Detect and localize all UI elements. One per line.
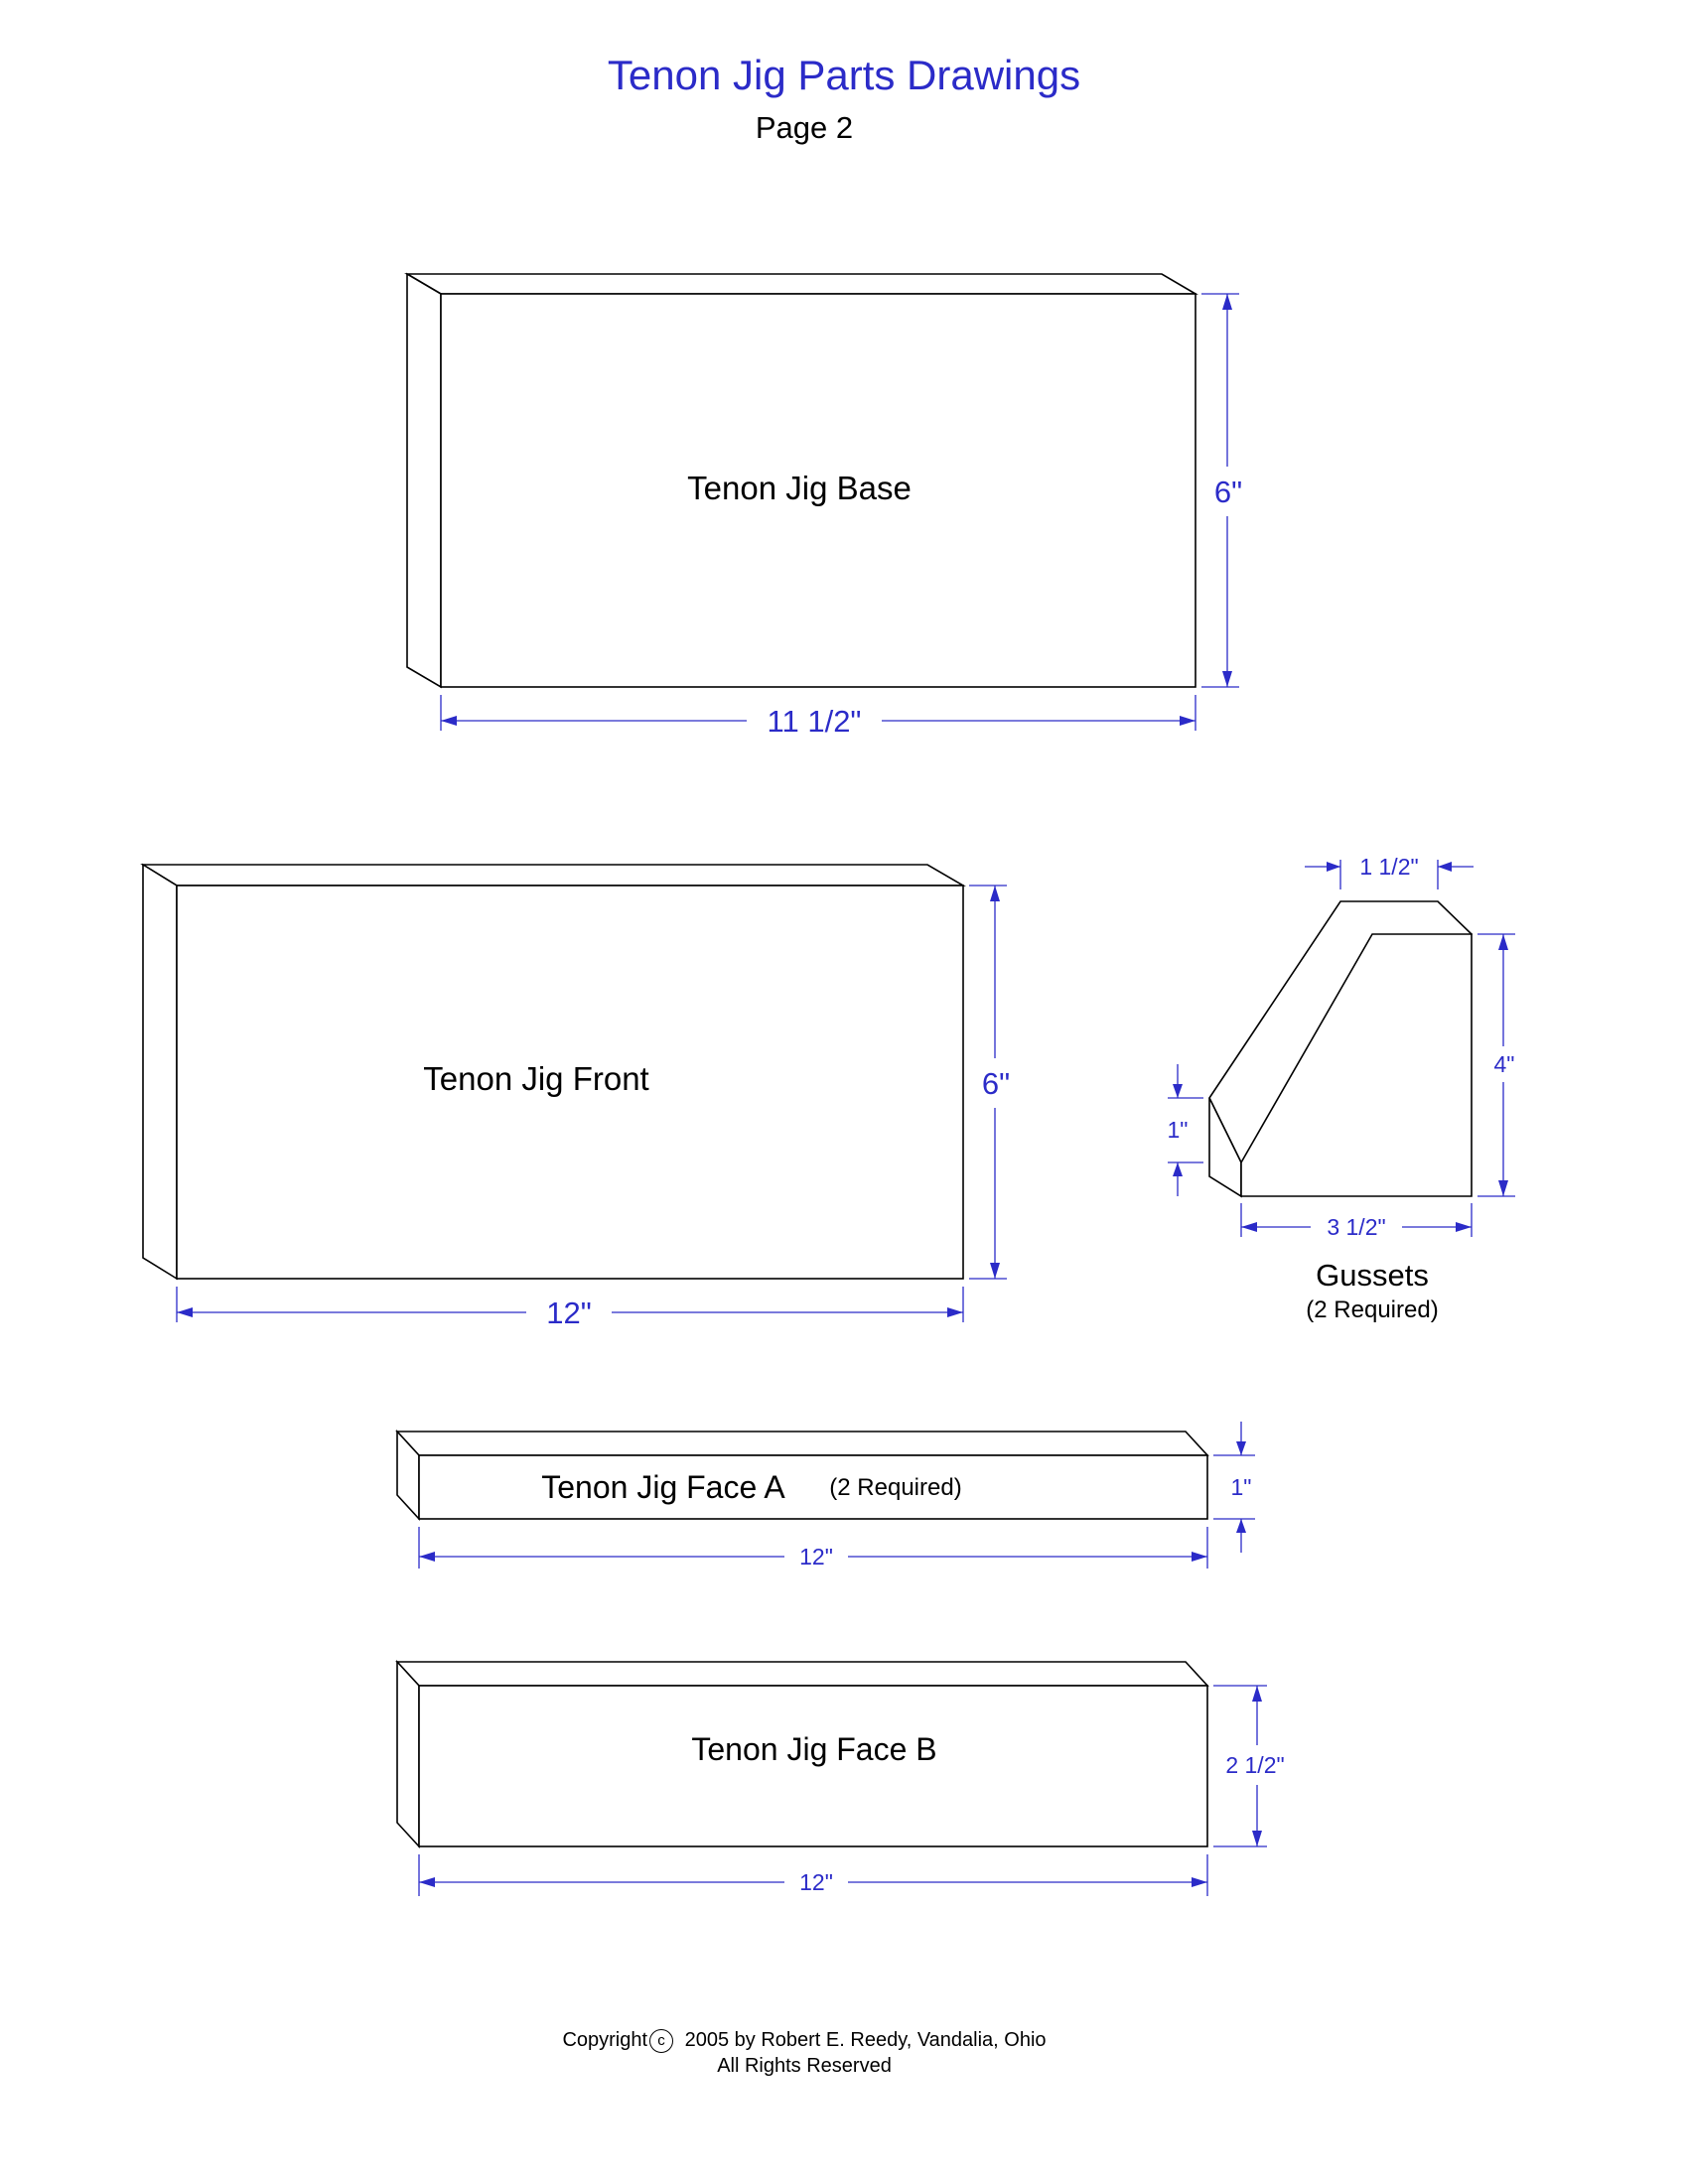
front-label: Tenon Jig Front [423,1060,649,1097]
tenon-jig-face-b-drawing [397,1662,1285,1896]
face-a-width-label: 12" [799,1544,833,1570]
front-width-label: 12" [546,1296,592,1330]
gussets-label: Gussets [1316,1258,1429,1293]
base-height-dimension [1201,294,1242,687]
copyright-prefix: Copyright [562,2029,648,2051]
face-a-height-dimension [1213,1422,1255,1553]
gusset-side-dimension [1168,1064,1203,1196]
front-width-dimension [177,1287,963,1330]
face-a-width-dimension [419,1527,1207,1570]
base-label: Tenon Jig Base [687,470,912,506]
gusset-width-dimension [1241,1203,1472,1240]
face-a-label: Tenon Jig Face A [541,1469,785,1505]
face-a-note: (2 Required) [829,1474,962,1501]
face-b-width-label: 12" [799,1869,833,1895]
gusset-width-label: 3 1/2" [1327,1214,1386,1240]
face-b-height-dimension [1213,1686,1285,1846]
face-b-height-label: 2 1/2" [1225,1752,1285,1778]
tenon-jig-base-drawing [407,274,1242,739]
base-height-label: 6" [1213,475,1243,509]
copyright-text: 2005 by Robert E. Reedy, Vandalia, Ohio [684,2029,1047,2051]
gussets-note: (2 Required) [1306,1297,1439,1323]
copyright-line [0,2027,1609,2053]
copyright-symbol-icon: c [649,2029,673,2053]
gusset-drawing [1168,854,1515,1323]
tenon-jig-front-drawing [143,865,1010,1330]
face-b-width-dimension [419,1854,1207,1896]
copyright-notice [0,2027,1609,2079]
gusset-side-label: 1" [1167,1117,1189,1143]
gusset-top-dimension [1305,854,1474,889]
base-width-label: 11 1/2" [767,704,862,739]
base-width-dimension [441,695,1196,739]
rights-reserved: All Rights Reserved [717,2055,892,2077]
tenon-jig-face-a-drawing [397,1422,1255,1570]
face-a-height-label: 1" [1230,1474,1252,1500]
front-height-dimension [969,886,1010,1279]
page-subtitle: Page 2 [755,110,854,145]
gusset-height-dimension [1477,934,1515,1196]
front-height-label: 6" [981,1066,1011,1101]
gusset-height-label: 4" [1493,1051,1515,1077]
page-title: Tenon Jig Parts Drawings [607,52,1081,98]
face-b-label: Tenon Jig Face B [691,1731,937,1767]
gusset-top-label: 1 1/2" [1359,854,1419,880]
